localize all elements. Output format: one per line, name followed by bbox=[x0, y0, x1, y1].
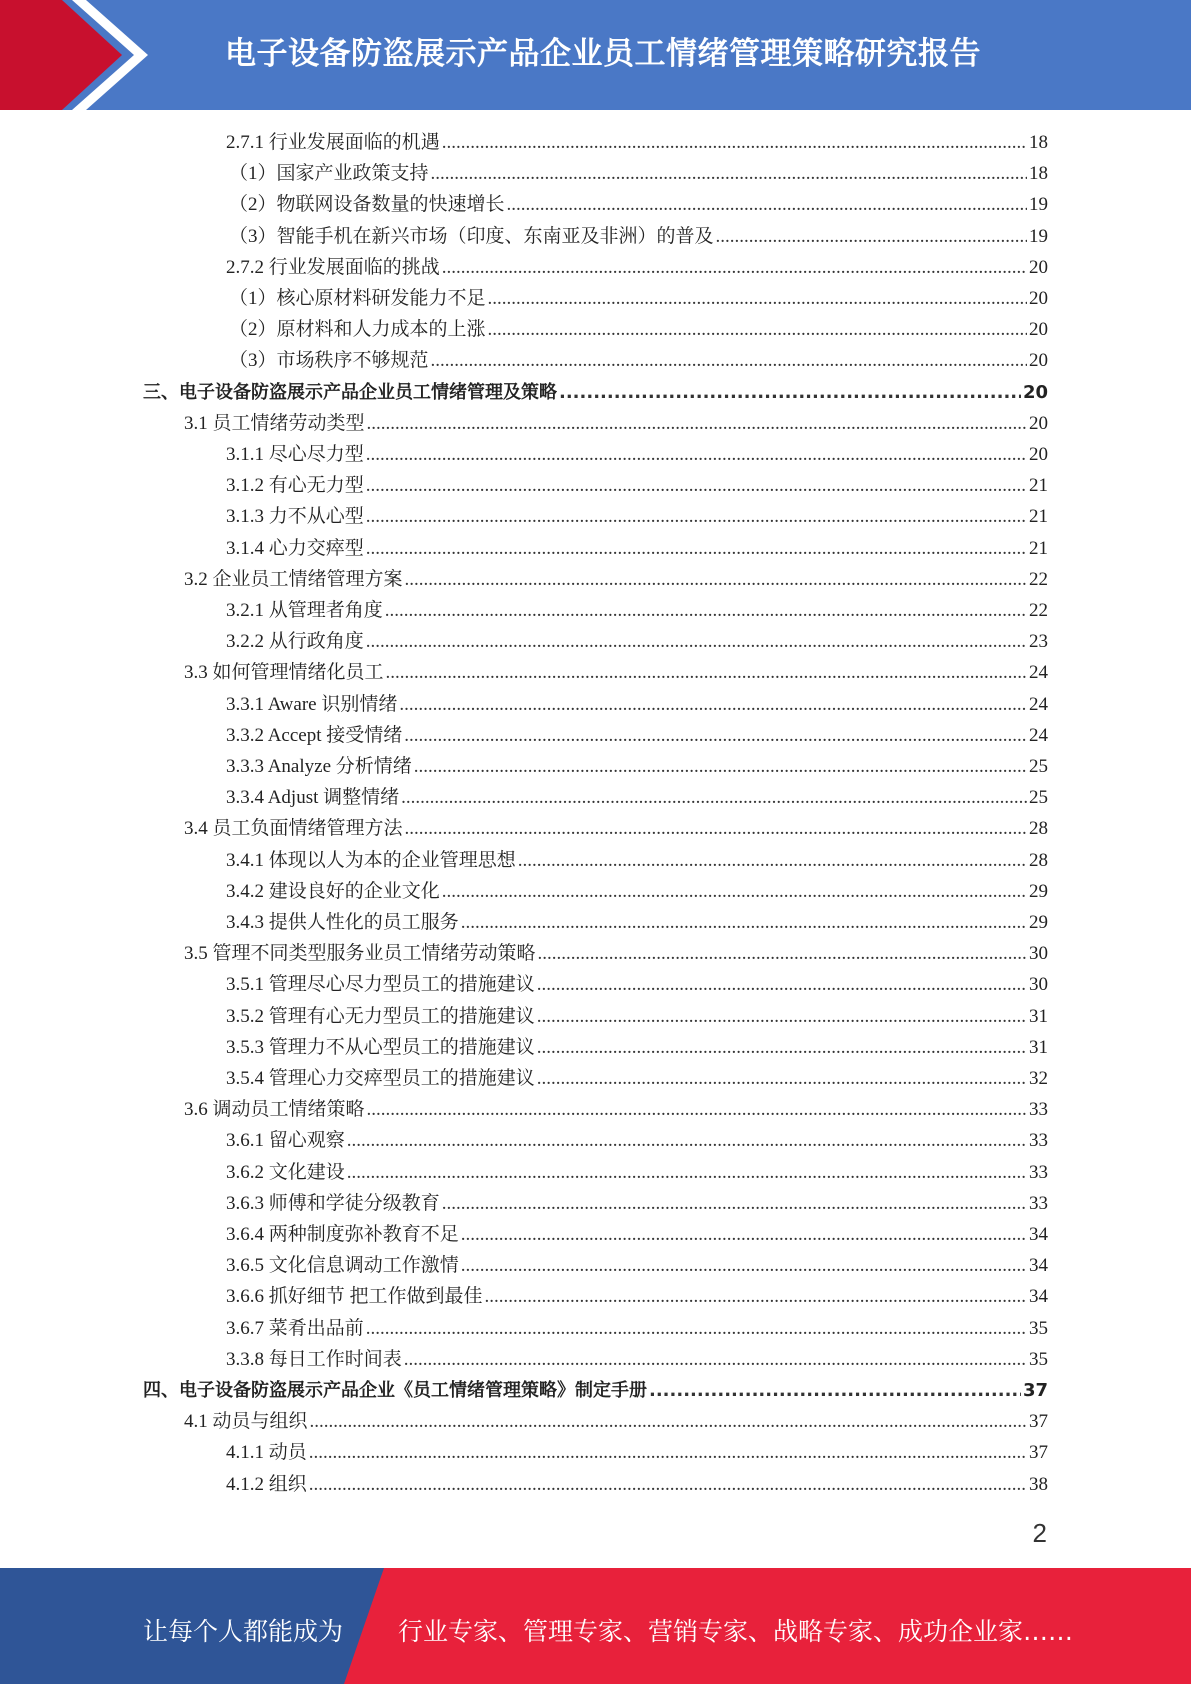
toc-leader-dots bbox=[310, 1406, 1027, 1437]
toc-entry-page: 33 bbox=[1029, 1161, 1048, 1183]
toc-entry[interactable] bbox=[226, 1001, 1048, 1032]
toc-entry[interactable] bbox=[184, 813, 1048, 844]
toc-entry[interactable] bbox=[229, 345, 1048, 376]
toc-leader-dots bbox=[442, 252, 1027, 283]
toc-entry-page: 25 bbox=[1029, 787, 1048, 809]
toc-entry[interactable] bbox=[226, 1219, 1048, 1250]
toc-entry-label: 3.2.1 从管理者角度 bbox=[226, 600, 383, 621]
toc-entry-label: 3.1.3 力不从心型 bbox=[226, 506, 364, 528]
toc-leader-dots bbox=[366, 470, 1027, 501]
toc-entry-page: 34 bbox=[1029, 1286, 1048, 1308]
footer-slogan-left: 让每个人都能成为 bbox=[143, 1617, 344, 1646]
toc-leader-dots bbox=[431, 158, 1027, 189]
toc-entry[interactable] bbox=[226, 1344, 1048, 1375]
toc-entry[interactable] bbox=[229, 158, 1048, 189]
toc-entry-label: 3.2.2 从行政角度 bbox=[226, 631, 364, 653]
toc-entry-label: 2.7.2 行业发展面临的挑战 bbox=[226, 256, 440, 278]
toc-entry[interactable] bbox=[226, 751, 1048, 782]
toc-leader-dots bbox=[366, 533, 1027, 564]
toc-entry[interactable] bbox=[226, 470, 1048, 501]
toc-entry[interactable] bbox=[143, 377, 1048, 408]
toc-entry[interactable] bbox=[226, 845, 1048, 876]
toc-leader-dots bbox=[649, 1375, 1021, 1406]
page-header bbox=[0, 0, 1191, 110]
toc-leader-dots bbox=[367, 1094, 1027, 1125]
toc-entry-page: 20 bbox=[1029, 288, 1048, 309]
toc-leader-dots bbox=[386, 657, 1027, 688]
toc-entry[interactable] bbox=[184, 657, 1048, 688]
toc-entry-label: 3.1.1 尽心尽力型 bbox=[226, 444, 364, 465]
toc-entry[interactable] bbox=[184, 1094, 1048, 1125]
toc-entry[interactable] bbox=[226, 720, 1048, 751]
toc-entry[interactable] bbox=[226, 501, 1048, 532]
toc-leader-dots bbox=[442, 876, 1027, 907]
toc-leader-dots bbox=[716, 221, 1027, 252]
toc-entry-page: 28 bbox=[1029, 818, 1048, 840]
toc-entry-label: 3.5.4 管理心力交瘁型员工的措施建议 bbox=[226, 1068, 535, 1089]
toc-leader-dots bbox=[347, 1125, 1027, 1156]
toc-leader-dots bbox=[366, 626, 1027, 657]
toc-entry-label: （1）国家产业政策支持 bbox=[229, 163, 429, 185]
toc-entry[interactable] bbox=[226, 439, 1048, 470]
toc-entry[interactable] bbox=[184, 564, 1048, 595]
toc-entry-page: 22 bbox=[1029, 600, 1048, 621]
toc-entry-page: 24 bbox=[1029, 662, 1048, 684]
toc-entry-page: 35 bbox=[1029, 1348, 1048, 1370]
toc-entry-label: （2）原材料和人力成本的上涨 bbox=[229, 319, 486, 341]
toc-entry-page: 18 bbox=[1029, 132, 1048, 153]
toc-entry[interactable] bbox=[226, 1313, 1048, 1344]
toc-entry-label: 3.6.4 两种制度弥补教育不足 bbox=[226, 1224, 459, 1245]
toc-entry-label: 3.6.6 抓好细节 把工作做到最佳 bbox=[226, 1286, 483, 1308]
toc-leader-dots bbox=[405, 564, 1027, 595]
toc-leader-dots bbox=[431, 345, 1027, 376]
toc-leader-dots bbox=[461, 1250, 1027, 1281]
toc-entry-page: 22 bbox=[1029, 568, 1048, 590]
report-title: 电子设备防盗展示产品企业员工情绪管理策略研究报告 bbox=[225, 36, 981, 72]
toc-leader-dots bbox=[488, 283, 1027, 314]
toc-leader-dots bbox=[538, 938, 1027, 969]
toc-entry[interactable] bbox=[143, 1375, 1048, 1406]
toc-entry[interactable] bbox=[226, 1032, 1048, 1063]
toc-entry-label: 3.1 员工情绪劳动类型 bbox=[184, 412, 365, 434]
toc-entry-label: （2）物联网设备数量的快速增长 bbox=[229, 194, 505, 216]
toc-entry-label: （1）核心原材料研发能力不足 bbox=[229, 288, 486, 309]
toc-entry-page: 20 bbox=[1029, 350, 1048, 372]
toc-entry-page: 34 bbox=[1029, 1255, 1048, 1277]
toc-leader-dots bbox=[309, 1437, 1027, 1468]
toc-entry-page: 24 bbox=[1029, 693, 1048, 715]
toc-leader-dots bbox=[518, 845, 1027, 876]
toc-entry-page: 23 bbox=[1029, 631, 1048, 653]
toc-entry[interactable] bbox=[226, 907, 1048, 938]
toc-leader-dots bbox=[367, 408, 1027, 439]
toc-entry-label: 3.6.2 文化建设 bbox=[226, 1161, 345, 1183]
toc-leader-dots bbox=[507, 189, 1027, 220]
toc-entry-label: 2.7.1 行业发展面临的机遇 bbox=[226, 132, 440, 153]
toc-entry-page: 33 bbox=[1029, 1099, 1048, 1121]
toc-leader-dots bbox=[404, 720, 1027, 751]
toc-leader-dots bbox=[385, 595, 1027, 626]
toc-entry[interactable] bbox=[226, 1437, 1048, 1468]
toc-entry-label: 3.1.2 有心无力型 bbox=[226, 475, 364, 497]
toc-leader-dots bbox=[537, 969, 1027, 1000]
toc-leader-dots bbox=[488, 314, 1027, 345]
toc-leader-dots bbox=[461, 1219, 1027, 1250]
toc-leader-dots bbox=[461, 907, 1027, 938]
toc-entry-label: 3.6.3 师傅和学徒分级教育 bbox=[226, 1192, 440, 1214]
toc-entry-page: 29 bbox=[1029, 912, 1048, 933]
toc-entry-page: 20 bbox=[1029, 256, 1048, 278]
toc-entry-page: 32 bbox=[1029, 1068, 1048, 1089]
toc-entry[interactable] bbox=[229, 314, 1048, 345]
toc-entry[interactable] bbox=[184, 408, 1048, 439]
toc-entry[interactable] bbox=[226, 876, 1048, 907]
toc-entry-page: 20 bbox=[1022, 381, 1048, 403]
toc-leader-dots bbox=[366, 501, 1027, 532]
toc-leader-dots bbox=[405, 813, 1027, 844]
toc-entry[interactable] bbox=[184, 938, 1048, 969]
toc-entry[interactable] bbox=[226, 1281, 1048, 1312]
toc-entry[interactable] bbox=[226, 1063, 1048, 1094]
toc-entry-label: 3.5 管理不同类型服务业员工情绪劳动策略 bbox=[184, 943, 536, 965]
toc-leader-dots bbox=[399, 689, 1027, 720]
toc-entry[interactable] bbox=[226, 689, 1048, 720]
toc-entry-label: 3.3.2 Accept 接受情绪 bbox=[226, 724, 403, 746]
toc-leader-dots bbox=[442, 127, 1027, 158]
toc-entry[interactable] bbox=[229, 189, 1048, 220]
toc-entry-page: 18 bbox=[1029, 163, 1048, 185]
toc-entry-label: 3.3.4 Adjust 调整情绪 bbox=[226, 787, 400, 809]
toc-leader-dots bbox=[366, 1313, 1027, 1344]
toc-leader-dots bbox=[537, 1063, 1027, 1094]
toc-entry-label: 3.6 调动员工情绪策略 bbox=[184, 1099, 365, 1121]
toc-entry-label: 3.3.1 Aware 识别情绪 bbox=[226, 693, 398, 715]
toc-entry-label: 3.1.4 心力交瘁型 bbox=[226, 537, 364, 559]
toc-entry-page: 24 bbox=[1029, 724, 1048, 746]
toc-entry[interactable] bbox=[229, 221, 1048, 252]
toc-entry[interactable] bbox=[184, 1406, 1048, 1437]
toc-entry-page: 28 bbox=[1029, 849, 1048, 871]
toc-entry-label: 三、电子设备防盗展示产品企业员工情绪管理及策略 bbox=[143, 381, 557, 403]
toc-entry-page: 21 bbox=[1029, 506, 1048, 528]
toc-leader-dots bbox=[401, 782, 1027, 813]
red-chevron-icon bbox=[0, 0, 160, 110]
toc-entry-page: 37 bbox=[1029, 1411, 1048, 1433]
toc-entry-label: 3.4.3 提供人性化的员工服务 bbox=[226, 912, 459, 933]
toc-entry[interactable] bbox=[226, 969, 1048, 1000]
toc-leader-dots bbox=[537, 1001, 1027, 1032]
toc-leader-dots bbox=[404, 1344, 1027, 1375]
toc-entry-page: 25 bbox=[1029, 756, 1048, 777]
toc-entry-page: 30 bbox=[1029, 974, 1048, 996]
toc-entry[interactable] bbox=[226, 595, 1048, 626]
toc-entry[interactable] bbox=[226, 533, 1048, 564]
toc-entry-page: 35 bbox=[1029, 1317, 1048, 1339]
toc-entry-page: 37 bbox=[1029, 1442, 1048, 1464]
toc-entry[interactable] bbox=[229, 283, 1048, 314]
toc-entry-page: 21 bbox=[1029, 475, 1048, 497]
toc-entry-page: 19 bbox=[1029, 194, 1048, 216]
toc-leader-dots bbox=[347, 1157, 1027, 1188]
toc-entry[interactable] bbox=[226, 626, 1048, 657]
toc-leader-dots bbox=[309, 1469, 1027, 1500]
toc-entry-page: 21 bbox=[1029, 537, 1048, 559]
toc-entry[interactable] bbox=[226, 1188, 1048, 1219]
toc-entry-page: 29 bbox=[1029, 880, 1048, 902]
footer-slogan-right: 行业专家、管理专家、营销专家、战略专家、成功企业家…… bbox=[398, 1617, 1074, 1646]
toc-entry-label: （3）市场秩序不够规范 bbox=[229, 350, 429, 372]
toc-entry-page: 33 bbox=[1029, 1130, 1048, 1152]
toc-entry-label: 3.6.7 菜肴出品前 bbox=[226, 1317, 364, 1339]
toc-leader-dots bbox=[559, 377, 1021, 408]
toc-entry-label: 3.3.8 每日工作时间表 bbox=[226, 1348, 402, 1370]
toc-entry-label: 3.5.2 管理有心无力型员工的措施建议 bbox=[226, 1005, 535, 1027]
toc-entry[interactable] bbox=[226, 1125, 1048, 1156]
toc-leader-dots bbox=[414, 751, 1027, 782]
page-footer bbox=[0, 1568, 1191, 1684]
toc-entry-page: 19 bbox=[1029, 225, 1048, 247]
toc-entry-page: 20 bbox=[1029, 444, 1048, 465]
toc-entry-label: 4.1 动员与组织 bbox=[184, 1411, 308, 1433]
toc-entry[interactable] bbox=[226, 1469, 1048, 1500]
toc-entry-label: 3.4.2 建设良好的企业文化 bbox=[226, 880, 440, 902]
toc-entry[interactable] bbox=[226, 782, 1048, 813]
toc-entry[interactable] bbox=[226, 252, 1048, 283]
toc-entry-page: 20 bbox=[1029, 319, 1048, 341]
toc-entry-label: 3.4.1 体现以人为本的企业管理思想 bbox=[226, 849, 516, 871]
toc-entry-label: 3.4 员工负面情绪管理方法 bbox=[184, 818, 403, 840]
toc-entry-page: 20 bbox=[1029, 412, 1048, 434]
toc-entry-page: 34 bbox=[1029, 1224, 1048, 1245]
page-number: 2 bbox=[1032, 1518, 1047, 1548]
toc-entry-label: （3）智能手机在新兴市场（印度、东南亚及非洲）的普及 bbox=[229, 225, 714, 247]
toc-entry-label: 3.3.3 Analyze 分析情绪 bbox=[226, 756, 412, 777]
toc-entry-label: 四、电子设备防盗展示产品企业《员工情绪管理策略》制定手册 bbox=[143, 1380, 647, 1401]
toc-entry[interactable] bbox=[226, 1157, 1048, 1188]
toc-leader-dots bbox=[485, 1281, 1027, 1312]
toc-entry-label: 4.1.1 动员 bbox=[226, 1442, 307, 1464]
toc-leader-dots bbox=[366, 439, 1027, 470]
toc-entry-label: 3.2 企业员工情绪管理方案 bbox=[184, 568, 403, 590]
toc-entry-page: 37 bbox=[1022, 1380, 1048, 1401]
toc-leader-dots bbox=[537, 1032, 1027, 1063]
toc-entry-page: 30 bbox=[1029, 943, 1048, 965]
toc-entry-label: 3.3 如何管理情绪化员工 bbox=[184, 662, 384, 684]
toc-entry-page: 31 bbox=[1029, 1005, 1048, 1027]
toc-entry-label: 3.6.1 留心观察 bbox=[226, 1130, 345, 1152]
toc-entry-page: 38 bbox=[1029, 1473, 1048, 1495]
toc-leader-dots bbox=[442, 1188, 1027, 1219]
toc-entry-label: 3.5.1 管理尽心尽力型员工的措施建议 bbox=[226, 974, 535, 996]
toc-entry-label: 4.1.2 组织 bbox=[226, 1473, 307, 1495]
toc-entry-page: 33 bbox=[1029, 1192, 1048, 1214]
toc-entry-label: 3.5.3 管理力不从心型员工的措施建议 bbox=[226, 1036, 535, 1058]
toc-entry-page: 31 bbox=[1029, 1036, 1048, 1058]
toc-entry[interactable] bbox=[226, 1250, 1048, 1281]
toc-entry-label: 3.6.5 文化信息调动工作激情 bbox=[226, 1255, 459, 1277]
toc-entry[interactable] bbox=[226, 127, 1048, 158]
